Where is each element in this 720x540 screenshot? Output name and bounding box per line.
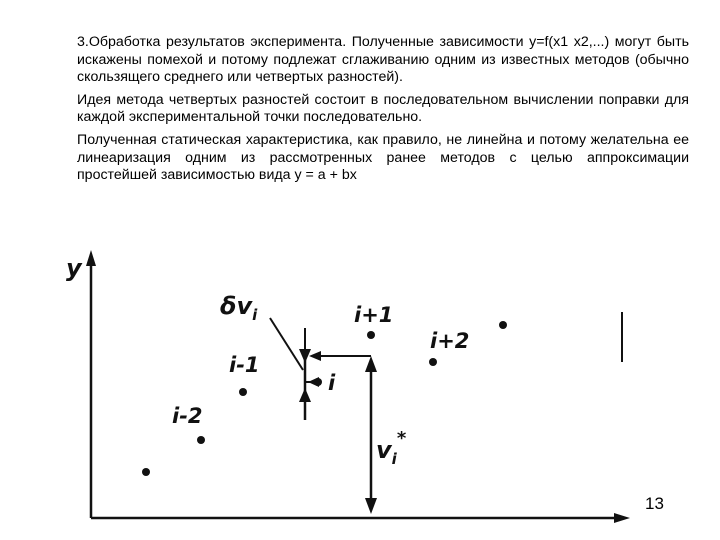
x-axis-arrow-icon xyxy=(614,513,630,523)
vstar-arrow-up-icon xyxy=(365,356,377,372)
vstar-superscript: * xyxy=(396,428,407,449)
paragraph-3: Полученная статическая характеристика, как правило, не линейна и потому желательна ее линеаризация одним из рассмотренных ранее методов с целью аппроксимации простейшей зависимостью вида y = a + bx xyxy=(77,131,689,184)
vstar-main: v xyxy=(376,436,392,464)
paragraph-2: Идея метода четвертых разностей состоит в последовательном вычислении поправки для каждой экспериментальной точки последовательно. xyxy=(77,91,689,126)
data-point-i-1 xyxy=(239,388,247,396)
data-point-i-plus-1 xyxy=(367,331,375,339)
arrow-left-small-icon xyxy=(308,377,319,387)
delta-v-main: δv xyxy=(220,292,253,320)
delta-pointer-line xyxy=(270,318,303,370)
delta-v-subscript: i xyxy=(252,306,258,324)
data-point-i-3 xyxy=(142,468,150,476)
label-i-plus-2: i+2 xyxy=(430,329,470,353)
label-i: i xyxy=(328,371,336,395)
vstar-label xyxy=(376,428,407,468)
label-i-minus-1: i-1 xyxy=(229,353,260,377)
arrow-up-icon xyxy=(299,388,311,402)
delta-v-label xyxy=(220,292,258,324)
y-axis-label: y xyxy=(66,254,82,282)
data-point-i-plus-3 xyxy=(499,321,507,329)
data-point-i-plus-2 xyxy=(429,358,437,366)
paragraph-1: 3.Обработка результатов эксперимента. Полученные зависимости y=f(x1 x2,...) могут быть искажены помехой и потому подлежат сглаживанию одним из известных методов (обычно скользящего среднего или четвертых разностей). xyxy=(77,34,689,86)
label-i-minus-2: i-2 xyxy=(172,404,203,428)
vstar-subscript: i xyxy=(391,450,397,468)
arrow-left-icon xyxy=(309,351,321,361)
data-point-i-2 xyxy=(197,436,205,444)
y-axis-arrow-icon xyxy=(86,250,96,266)
page-number: 13 xyxy=(645,494,664,513)
vstar-arrow-down-icon xyxy=(365,498,377,514)
label-i-plus-1: i+1 xyxy=(354,303,394,327)
